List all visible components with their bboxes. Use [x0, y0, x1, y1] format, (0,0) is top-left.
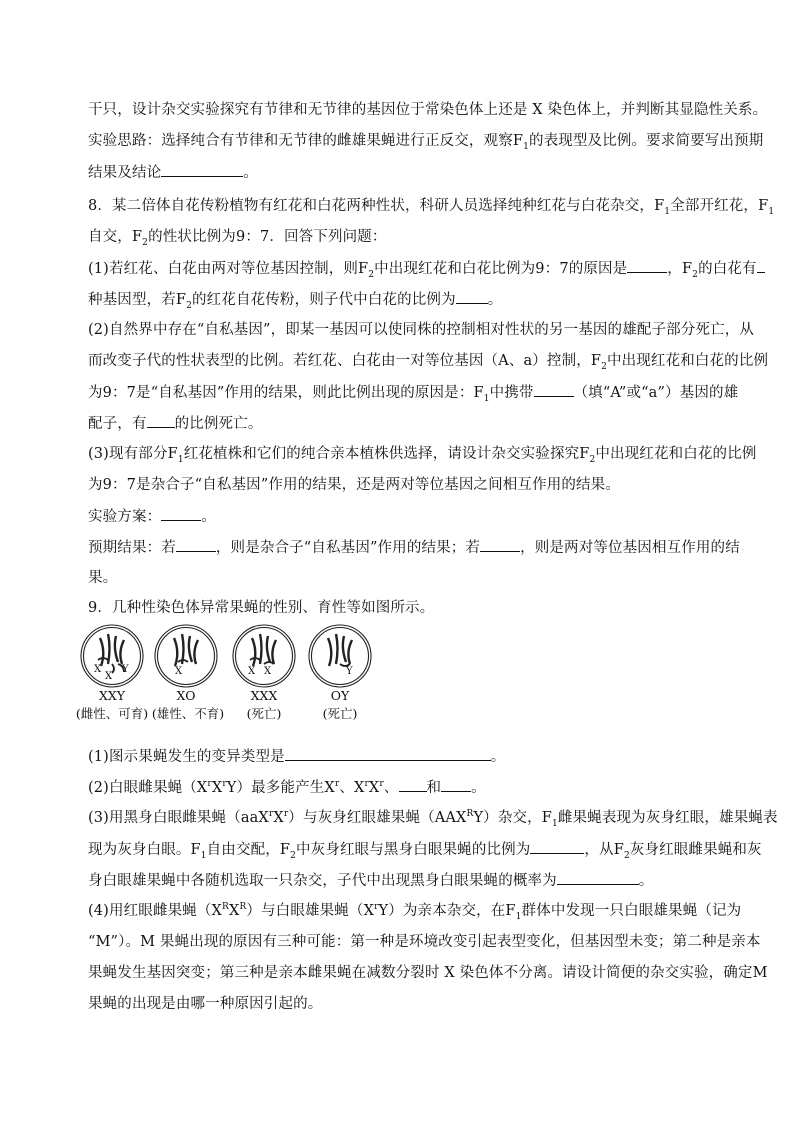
- answer-blank[interactable]: [534, 382, 574, 397]
- text-line: “M”）。M 果蝇出现的原因有三种可能：第一种是环境改变引起表型变化，但基因型未变；第二种是亲本: [88, 934, 761, 950]
- text-line: 干只，设计杂交实验探究有节律和无节律的基因位于常染色体上还是 X 染色体上，并判断其显隐性关系。: [88, 102, 768, 118]
- text-line: (2)白眼雌果蝇$(X^rX^rY)$最多能产生$X^r$、$X^rX^r$、 和 。: [88, 777, 486, 798]
- question-9-stem: 9．几种性染色体异常果蝇的性别、育性等如图所示。: [88, 600, 435, 616]
- cell-label: Y: [346, 666, 353, 677]
- cell-label: X: [105, 671, 113, 682]
- answer-blank[interactable]: [441, 777, 471, 792]
- text-line: 实验方案： 。: [88, 506, 216, 527]
- answer-blank[interactable]: [557, 870, 639, 885]
- genotype-note: (雄性、不育): [151, 706, 225, 721]
- genotype-note: (雌性、可育): [75, 706, 149, 721]
- text-line: (3)现有部分$F_1$红花植株和它们的纯合亲本植株供选择，请设计杂交实验探究$F_2$中出现红花和白花的比例: [88, 446, 757, 465]
- text-line: (1)若红花、白花由两对等位基因控制，则$F_2$中出现红花和白花比例为9：7的原因是 ，$F_2$的白花有: [88, 258, 765, 279]
- answer-blank[interactable]: [480, 537, 520, 552]
- text-line: 果蝇发生基因突变；第三种是亲本雌果蝇在减数分裂时 X 染色体不分离。请设计简便的杂交实验，确定M: [88, 965, 768, 981]
- text-line: 自交，$F_2$的性状比例为9：7．回答下列问题：: [88, 229, 387, 248]
- cell-label: X: [248, 666, 256, 677]
- text-line: 预期结果：若 ，则是杂合子“自私基因”作用的结果；若 ，则是两对等位基因相互作用的结: [88, 537, 740, 558]
- text-line: 身白眼雄果蝇中各随机选取一只杂交，子代中出现黑身白眼果蝇的概率为 。: [88, 870, 653, 891]
- text-line: (2)自然界中存在“自私基因”，即某一基因可以使同株的控制相对性状的另一基因的雄配子部分死亡，从: [88, 322, 755, 338]
- answer-blank[interactable]: [161, 506, 201, 521]
- cell-label: X: [94, 664, 102, 675]
- answer-blank[interactable]: [757, 258, 765, 273]
- cell-oy: [309, 625, 371, 687]
- text-line: 现为灰身白眼。$F_1$自由交配，$F_2$中灰身红眼与黑身白眼果蝇的比例为 ，从$F_2$灰身红眼雌果蝇和灰: [88, 839, 762, 860]
- text-line: 果蝇的出现是由哪一种原因引起的。: [88, 996, 323, 1012]
- text-line: 果。: [88, 570, 118, 586]
- genotype-note: (死亡): [246, 706, 282, 721]
- question-8-stem: 8．某二倍体自花传粉植物有红花和白花两种性状，科研人员选择纯种红花与白花杂交，$F_1$全部开红花，$F_1$: [88, 198, 775, 217]
- text-line: 实验思路：选择纯合有节律和无节律的雌雄果蝇进行正反交，观察$F_1$的表现型及比例。要求简要写出预期: [88, 133, 764, 152]
- chromosome-figure: [75, 624, 378, 722]
- text-line: 为9：7是“自私基因”作用的结果，则此比例出现的原因是：$F_1$中携带 （填“A”或“a”）基因的雄: [88, 382, 738, 403]
- text-line: 种基因型，若$F_2$的红花自花传粉，则子代中白花的比例为 。: [88, 289, 502, 310]
- cell-xxx: [233, 625, 295, 687]
- answer-blank[interactable]: [176, 537, 216, 552]
- cell-label: X: [264, 666, 272, 677]
- genotype-label: XXY: [98, 688, 126, 703]
- genotype-note: (死亡): [322, 706, 358, 721]
- text-line: 为9：7是杂合子“自私基因”作用的结果，还是两对等位基因之间相互作用的结果。: [88, 477, 620, 493]
- text-line: (1)图示果蝇发生的变异类型是 。: [88, 746, 505, 767]
- genotype-label: OY: [330, 688, 350, 703]
- cell-label: Y: [122, 664, 129, 675]
- text-line: 结果及结论 。: [88, 162, 258, 183]
- answer-blank[interactable]: [285, 746, 491, 761]
- answer-blank[interactable]: [147, 413, 175, 428]
- cell-xo: [155, 625, 217, 687]
- answer-blank[interactable]: [161, 162, 243, 177]
- answer-blank[interactable]: [627, 258, 667, 273]
- answer-blank[interactable]: [456, 289, 488, 304]
- answer-blank[interactable]: [399, 777, 427, 792]
- cell-label: X: [175, 666, 183, 677]
- genotype-label: XXX: [250, 688, 278, 703]
- genotype-label: XO: [176, 688, 196, 703]
- text-line: (3)用黑身白眼雌果蝇$(aaX^rX^r)$与灰身红眼雄果蝇$(AAX^RY)$杂交，$F_1$雌果蝇表现为灰身红眼，雄果蝇表: [88, 809, 778, 829]
- answer-blank[interactable]: [530, 839, 584, 854]
- text-line: 而改变子代的性状表型的比例。若红花、白花由一对等位基因（A、a）控制，$F_2$中出现红花和白花的比例: [88, 353, 769, 372]
- text-line: (4)用红眼雌果蝇$(X^RX^R)$与白眼雄果蝇$(X^rY)$为亲本杂交，在$F_1$群体中发现一只白眼雄果蝇（记为: [88, 902, 742, 922]
- text-line: 配子，有 的比例死亡。: [88, 413, 263, 434]
